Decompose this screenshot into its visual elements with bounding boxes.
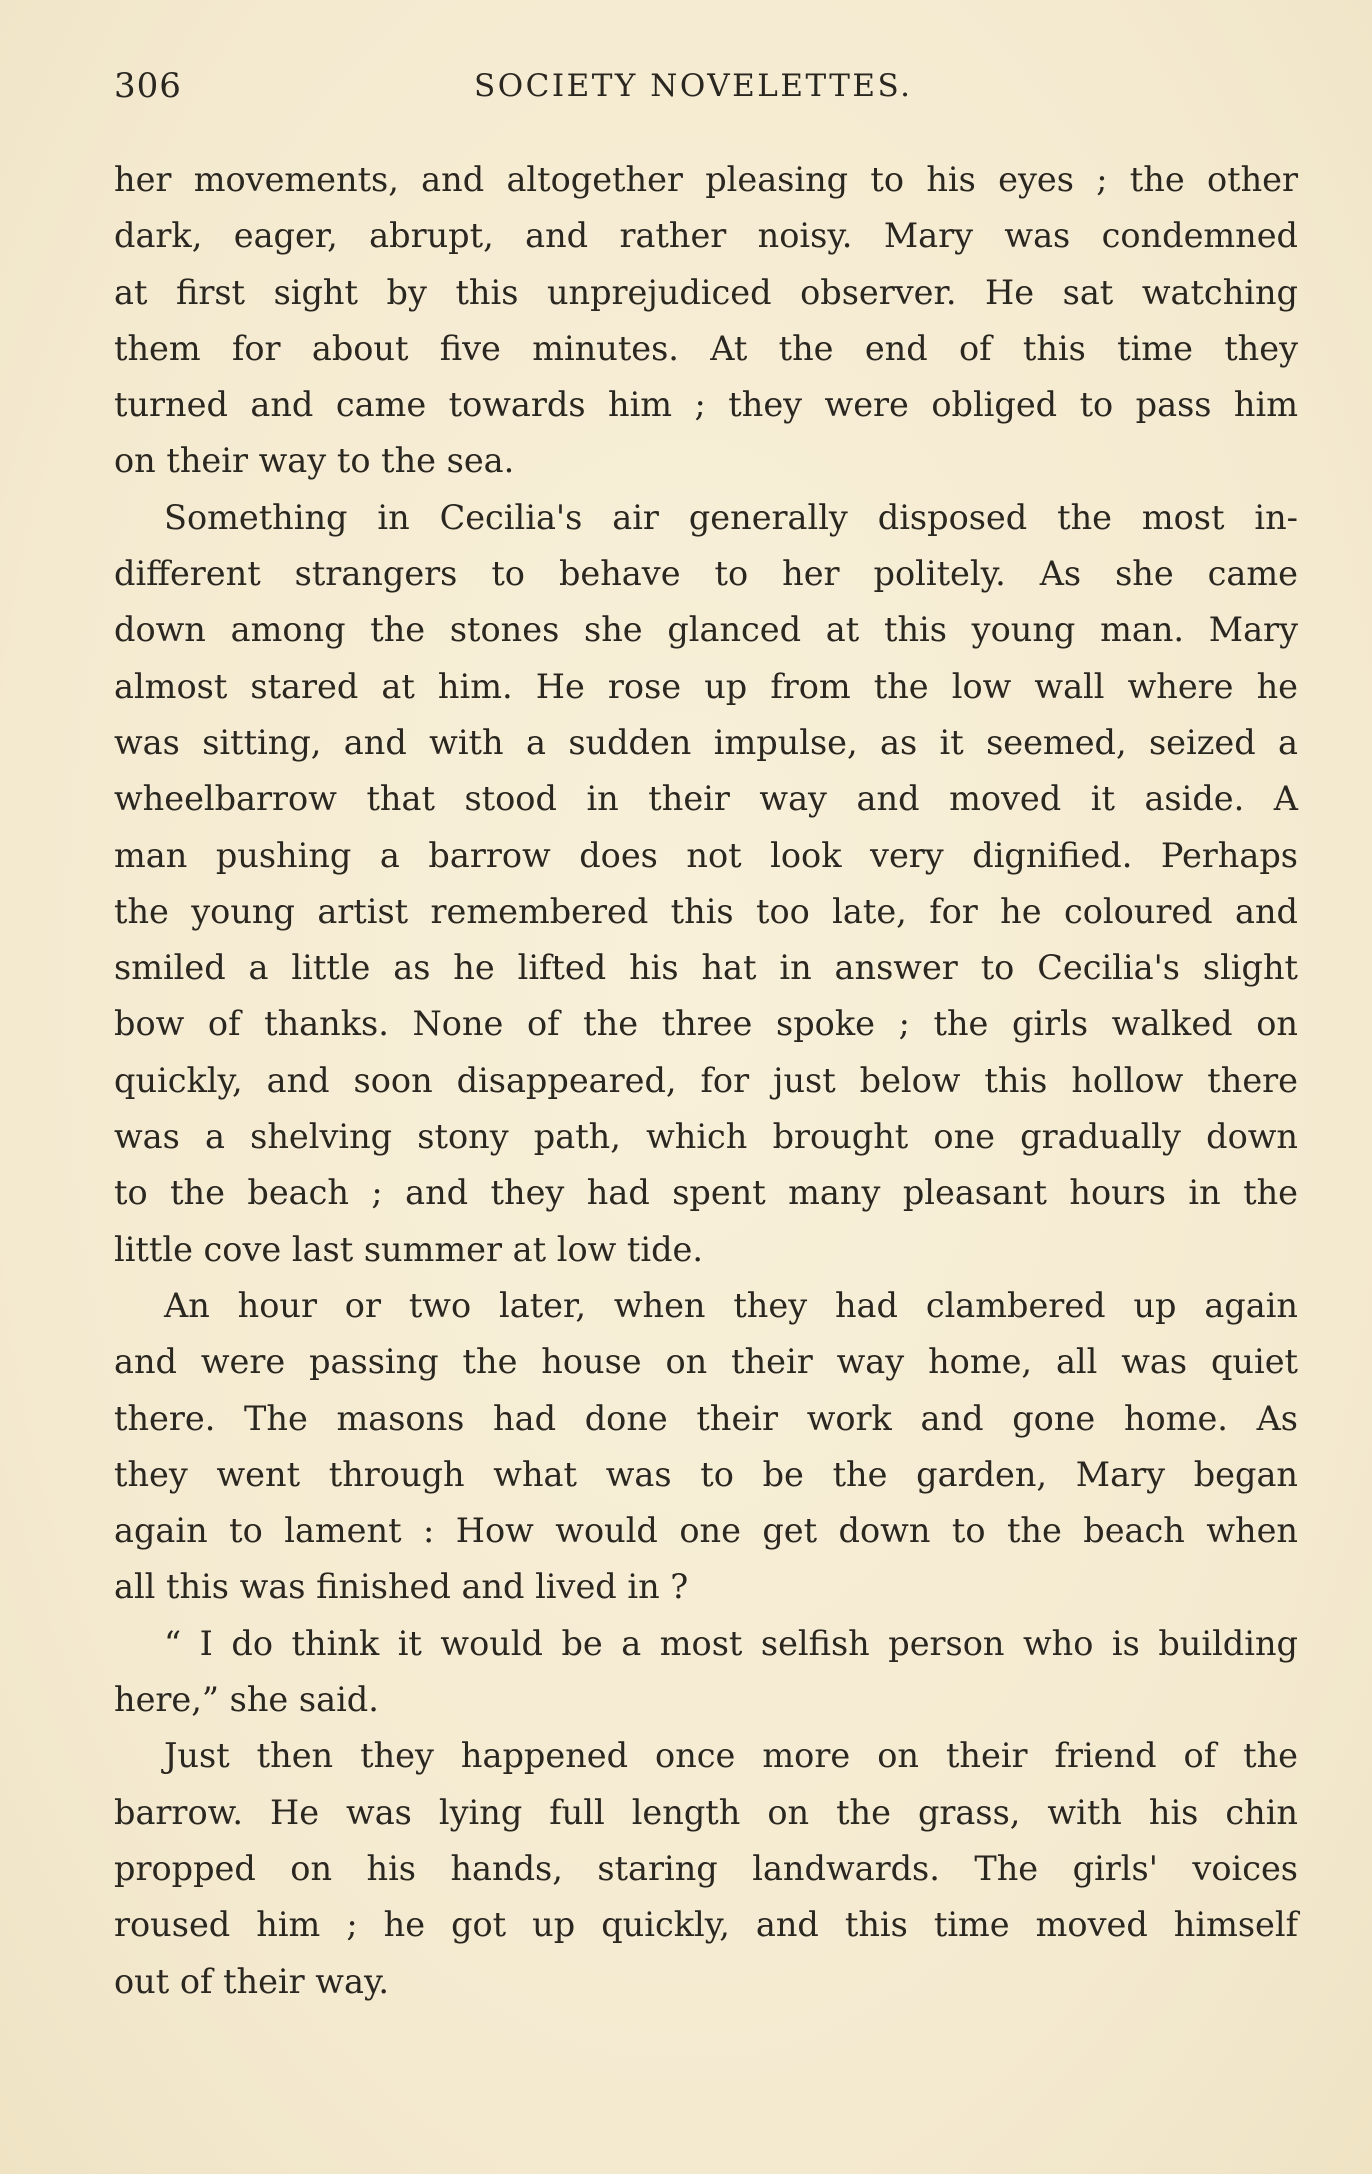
text-line: they went through what was to be the garden, Mary began bbox=[114, 1454, 1298, 1494]
text-line: all this was finished and lived in ? bbox=[114, 1567, 689, 1607]
text-line: “ I do think it would be a most selfish person who is building bbox=[164, 1623, 1298, 1663]
text-line: to the beach ; and they had spent many pleasant hours in the bbox=[114, 1173, 1298, 1213]
text-line: out of their way. bbox=[114, 1961, 390, 2001]
text-line: down among the stones she glanced at this young man. Mary bbox=[114, 610, 1298, 650]
text-line: the young artist remembered this too late, for he coloured and bbox=[114, 891, 1298, 931]
text-line: almost stared at him. He rose up from the low wall where he bbox=[114, 666, 1298, 706]
text-line: was a shelving stony path, which brought one gradually down bbox=[114, 1117, 1298, 1157]
text-line: little cove last summer at low tide. bbox=[114, 1229, 704, 1269]
text-line: barrow. He was lying full length on the grass, with his chin bbox=[114, 1792, 1298, 1832]
text-line: Just then they happened once more on their friend of the bbox=[164, 1736, 1298, 1776]
text-line: here,” she said. bbox=[114, 1680, 379, 1720]
text-line: them for about five minutes. At the end of this time they bbox=[114, 328, 1298, 368]
text-line: and were passing the house on their way home, all was quiet bbox=[114, 1342, 1298, 1382]
running-head bbox=[114, 66, 1304, 116]
text-line: again to lament : How would one get down to the beach when bbox=[114, 1511, 1298, 1551]
text-line: dark, eager, abrupt, and rather noisy. Mary was condemned bbox=[114, 216, 1298, 256]
text-line: was sitting, and with a sudden impulse, as it seemed, seized a bbox=[114, 722, 1298, 762]
body-text bbox=[114, 152, 1298, 2010]
text-line: smiled a little as he lifted his hat in answer to Cecilia's slight bbox=[114, 948, 1298, 988]
text-line: bow of thanks. None of the three spoke ; the girls walked on bbox=[114, 1004, 1298, 1044]
text-line: man pushing a barrow does not look very dignified. Perhaps bbox=[114, 835, 1298, 875]
text-line: propped on his hands, staring landwards. The girls' voices bbox=[114, 1848, 1298, 1888]
running-title: SOCIETY NOVELETTES. bbox=[474, 68, 913, 104]
text-line: at first sight by this unprejudiced observer. He sat watching bbox=[114, 272, 1298, 312]
text-line: turned and came towards him ; they were obliged to pass him bbox=[114, 385, 1298, 425]
page-number: 306 bbox=[114, 66, 182, 106]
text-line: wheelbarrow that stood in their way and moved it aside. A bbox=[114, 779, 1298, 819]
text-line: quickly, and soon disappeared, for just below this hollow there bbox=[114, 1060, 1298, 1100]
text-line: her movements, and altogether pleasing to his eyes ; the other bbox=[114, 160, 1298, 199]
text-line: on their way to the sea. bbox=[114, 441, 515, 481]
text-line: Something in Cecilia's air generally disposed the most in- bbox=[164, 497, 1298, 537]
text-line: An hour or two later, when they had clambered up again bbox=[164, 1285, 1298, 1325]
text-line: there. The masons had done their work and gone home. As bbox=[114, 1398, 1298, 1438]
text-line: different strangers to behave to her politely. As she came bbox=[114, 554, 1298, 594]
text-line: roused him ; he got up quickly, and this time moved himself bbox=[114, 1905, 1298, 1945]
